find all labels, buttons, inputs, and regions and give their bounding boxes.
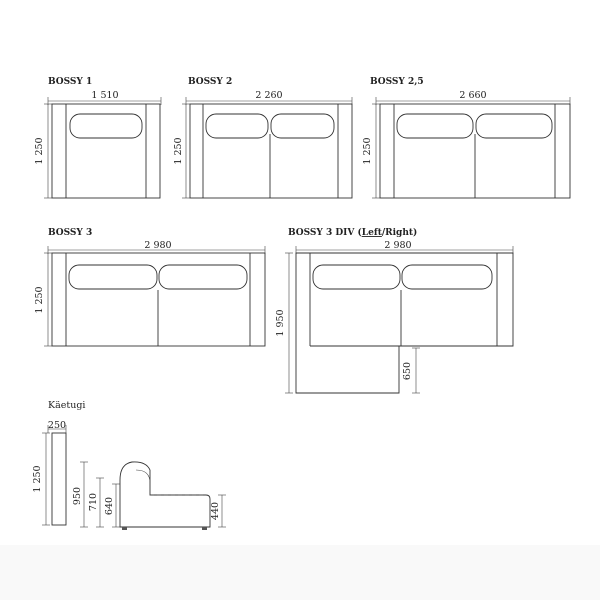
bossy25-back-cushion-right [476, 114, 552, 138]
side-view-drawing [72, 462, 226, 530]
bossy2-drawing [173, 77, 352, 198]
bossy25-back-cushion-left [397, 114, 473, 138]
bossy3div-drawing [275, 227, 513, 393]
armrest-outline [52, 433, 66, 525]
bossy3-back-cushion-left [69, 265, 157, 289]
bossy1-drawing [34, 77, 161, 198]
bossy3-width-label: 2 980 [144, 240, 172, 251]
bossy3div-back-cushion-left [313, 265, 400, 289]
bossy3div-depth-label: 1 950 [275, 309, 286, 337]
bossy1-back-cushion [70, 114, 142, 138]
bossy1-width-label: 1 510 [91, 90, 119, 101]
bossy1-title: BOSSY 1 [48, 77, 93, 87]
bossy3div-title-left: Left [361, 228, 382, 238]
armrest-depth-label: 1 250 [32, 465, 43, 493]
bossy25-title: BOSSY 2,5 [370, 77, 424, 87]
bossy3-back-cushion-right [159, 265, 247, 289]
bossy2-depth-label: 1 250 [173, 137, 184, 165]
side-seat-back-label: 640 [104, 496, 115, 516]
bossy3-title: BOSSY 3 [48, 228, 93, 238]
side-sofa-profile [120, 462, 210, 527]
bossy25-width-label: 2 660 [459, 90, 487, 101]
armrest-label: Käetugi [48, 400, 86, 411]
armrest-drawing [32, 400, 85, 525]
bossy1-depth-label: 1 250 [34, 137, 45, 165]
bossy3div-width-label: 2 980 [384, 240, 412, 251]
bossy25-depth-label: 1 250 [362, 137, 373, 165]
bossy2-back-cushion-right [271, 114, 334, 138]
bossy2-back-cushion-left [206, 114, 268, 138]
side-arm-height-label: 710 [88, 492, 99, 512]
bossy3div-chaise-label: 650 [402, 361, 413, 381]
bossy3div-back-cushion-right [402, 265, 492, 289]
side-back-height-label: 950 [72, 486, 83, 506]
bossy3-drawing [34, 228, 265, 346]
armrest-width-label: 250 [47, 420, 67, 431]
bossy3div-title: BOSSY 3 DIV (Left/Right) [288, 228, 418, 238]
bossy2-width-label: 2 260 [255, 90, 283, 101]
side-seat-height-label: 440 [210, 501, 221, 521]
bossy2-title: BOSSY 2 [188, 77, 233, 87]
bossy25-drawing [362, 77, 570, 198]
bossy3-depth-label: 1 250 [34, 286, 45, 314]
